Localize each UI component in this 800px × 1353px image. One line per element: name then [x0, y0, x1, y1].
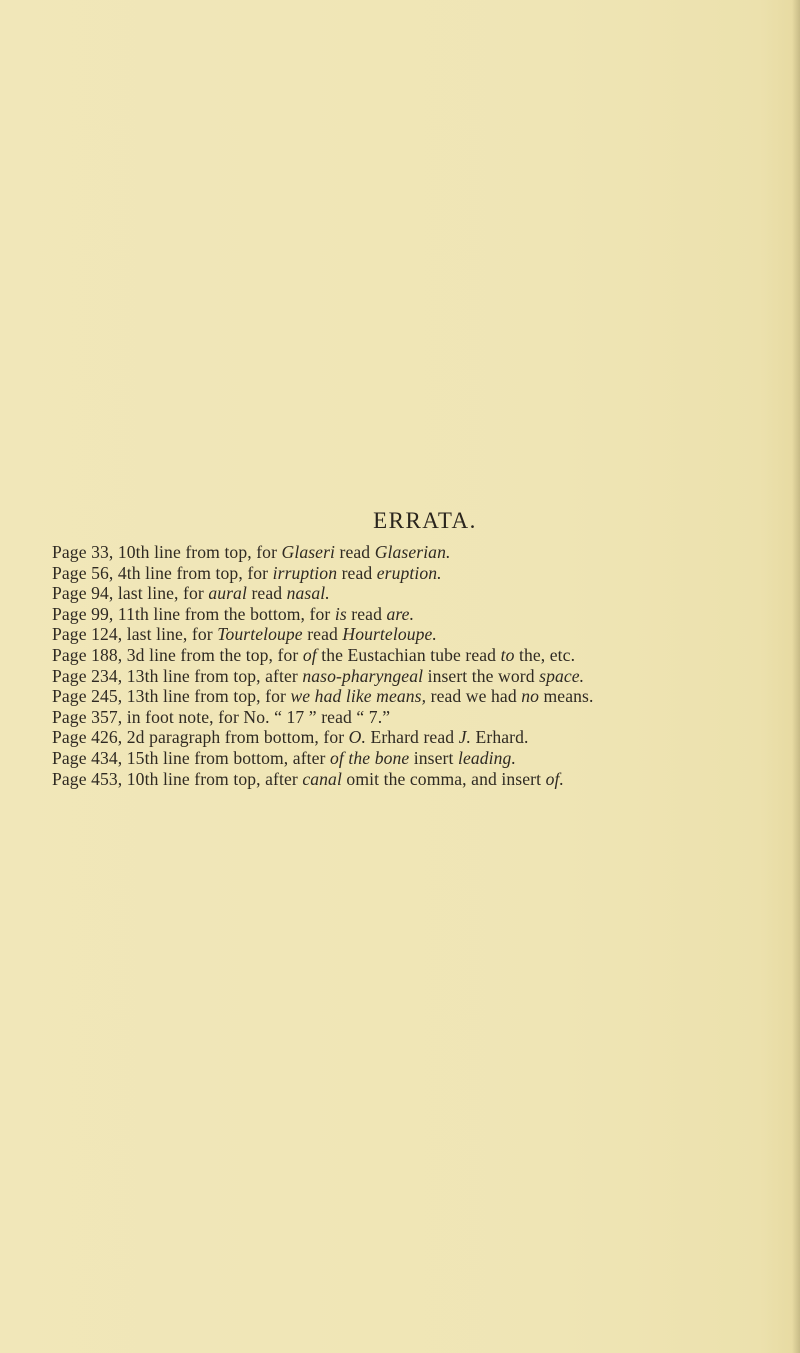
errata-italic-text: J. [458, 727, 472, 748]
errata-text: read [337, 562, 377, 583]
errata-italic-text: we had like means, [290, 686, 427, 707]
errata-text: insert [409, 747, 458, 768]
errata-italic-text: of the bone [330, 747, 410, 768]
errata-text: means. [539, 686, 594, 707]
errata-italic-text: Tourteloupe [217, 624, 303, 645]
errata-italic-text: no [521, 686, 540, 707]
errata-entry [52, 666, 792, 687]
errata-entry [52, 563, 792, 584]
errata-section [52, 508, 792, 789]
errata-italic-text: of [302, 644, 317, 665]
errata-italic-text: O. [348, 727, 366, 748]
errata-entry [52, 645, 792, 666]
errata-italic-text: eruption. [376, 562, 442, 583]
errata-italic-text: Glaserian. [374, 542, 451, 562]
errata-entry [52, 727, 792, 748]
errata-entry [52, 624, 792, 645]
errata-entry [52, 542, 792, 563]
errata-text: the Eustachian tube read [316, 644, 501, 665]
errata-text: Page 124, last line, for [52, 624, 218, 645]
errata-italic-text: Hourteloupe. [342, 624, 437, 645]
errata-text: read we had [426, 686, 522, 707]
errata-italic-text: is [334, 603, 347, 624]
errata-text: Erhard. [471, 727, 529, 748]
errata-text: insert the word [423, 665, 540, 686]
errata-italic-text: aural [208, 583, 247, 604]
errata-text: Page 434, 15th line from bottom, after [52, 747, 331, 768]
errata-text: read [335, 542, 375, 562]
errata-text: the, etc. [514, 644, 576, 665]
errata-list [52, 542, 792, 789]
errata-italic-text: naso-pharyngeal [302, 665, 424, 686]
errata-italic-text: canal [302, 768, 342, 789]
errata-text: omit the comma, and insert [341, 768, 546, 789]
errata-entry [52, 604, 792, 625]
errata-italic-text: are. [386, 603, 415, 624]
errata-title: ERRATA. [373, 508, 477, 533]
errata-entry [52, 686, 792, 707]
errata-text: Page 234, 13th line from top, after [52, 665, 303, 686]
errata-text: Page 357, in foot note, for No. “ 17 ” read “ 7.” [52, 706, 391, 727]
errata-text: Page 245, 13th line from top, for [52, 686, 291, 707]
errata-italic-text: irruption [272, 562, 338, 583]
errata-text: Page 453, 10th line from top, after [52, 768, 303, 789]
errata-italic-text: space. [539, 665, 585, 686]
errata-text: Page 426, 2d paragraph from bottom, for [52, 727, 349, 748]
errata-text: read [346, 603, 387, 624]
errata-text: Page 99, 11th line from the bottom, for [52, 603, 335, 624]
errata-italic-text: nasal. [286, 583, 330, 604]
errata-entry [52, 748, 792, 769]
errata-text: Page 188, 3d line from the top, for [52, 644, 303, 665]
errata-text: Page 33, 10th line from top, for [52, 542, 282, 562]
errata-text: Erhard read [365, 727, 459, 748]
errata-text: Page 94, last line, for [52, 583, 209, 604]
errata-text: Page 56, 4th line from top, for [52, 562, 273, 583]
errata-entry [52, 769, 792, 790]
errata-italic-text: of. [545, 768, 564, 789]
errata-italic-text: to [500, 644, 515, 665]
errata-entry [52, 583, 792, 604]
errata-italic-text: Glaseri [281, 542, 336, 562]
errata-text: read [302, 624, 343, 645]
errata-italic-text: leading. [457, 747, 516, 768]
errata-entry [52, 707, 792, 728]
errata-text: read [246, 583, 287, 604]
page-edge-shadow [792, 0, 800, 1353]
